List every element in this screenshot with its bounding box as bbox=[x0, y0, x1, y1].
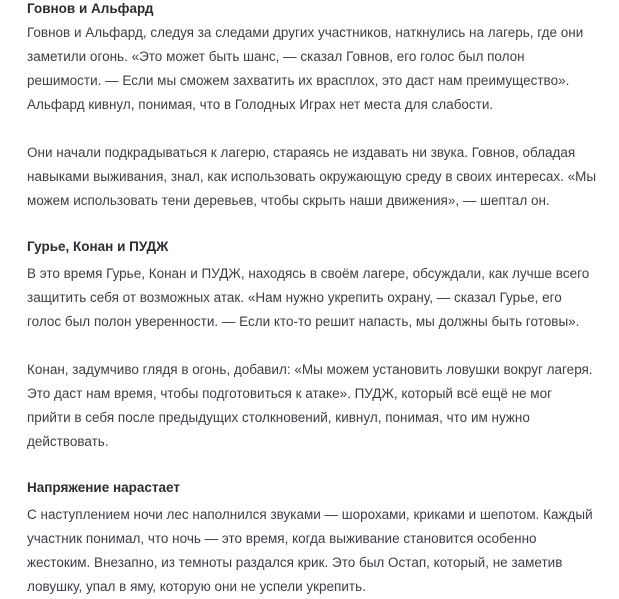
paragraph-defense-discussion: В это время Гурье, Конан и ПУДЖ, находясь в своём лагере, обсуждали, как лучше всего защитить себя от возможных атак. «Нам нужно укрепить охрану, — сказал Гурье, его голос был полон уверенности. — Если кто-то решит напасть, мы должны быть готовы». bbox=[27, 266, 590, 329]
section-heading-govnov-alfard: Говнов и Альфард bbox=[27, 1, 154, 16]
paragraph-camp-discovery: Говнов и Альфард, следуя за следами других участников, наткнулись на лагерь, где они заметили огонь. «Это может быть шанс, — сказал Говнов, его голос был полон решимости. — Если мы сможем захватить их врасплох, это даст нам преимущество». Альфард кивнул, понимая, что в Голодных Играх нет места для слабости. bbox=[27, 25, 584, 112]
section-heading-tension: Напряжение нарастает bbox=[27, 480, 180, 495]
paragraph-traps: Конан, задумчиво глядя в огонь, добавил: «Мы можем установить ловушки вокруг лагеря. Это даст нам время, чтобы подготовиться к атаке». ПУДЖ, который всё ещё не мог прийти в себя после предыдущих столкновений, кивнул, понимая, что им нужно действовать. bbox=[27, 362, 593, 449]
paragraph-night-scream: С наступлением ночи лес наполнился звуками — шорохами, криками и шепотом. Каждый участник понимал, что ночь — это время, когда выживание становится особенно жестоким. Внезапно, из темноты раздался крик. Это был Остап, который, не заметив ловушку, упал в яму, которую они не успели укрепить. bbox=[27, 507, 593, 594]
section-heading-gurye-konan-pudge: Гурье, Конан и ПУДЖ bbox=[27, 239, 169, 254]
paragraph-sneaking: Они начали подкрадываться к лагерю, стараясь не издавать ни звука. Говнов, обладая навыками выживания, знал, как использовать окружающую среду в своих интересах. «Мы можем использовать тени деревьев, чтобы скрыть наши движения», — шептал он. bbox=[27, 145, 597, 208]
